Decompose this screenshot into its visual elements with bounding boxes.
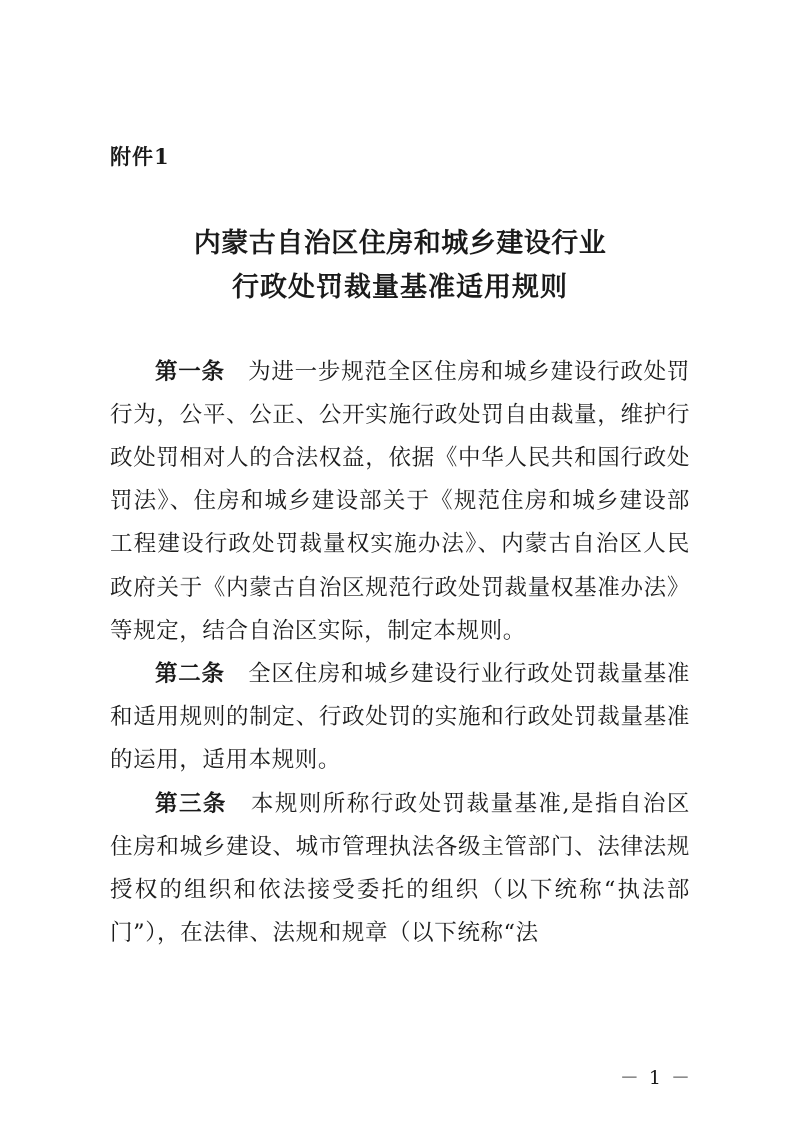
article-text-1: 为进一步规范全区住房和城乡建设行政处罚行为，公平、公正、公开实施行政处罚自由裁量，维护行政处罚相对人的合法权益，依据《中华人民共和国行政处罚法》、住房和城乡建设部关于《规范住房和城乡建设部工程建设行政处罚裁量权实施办法》、内蒙古自治区人民政府关于《内蒙古自治区规范行政处罚裁量权基准办法》等规定，结合自治区实际，制定本规则。 [110, 358, 690, 644]
page-title-line-2: 行政处罚裁量基准适用规则 [232, 272, 568, 304]
article-heading-2: 第二条 [155, 661, 225, 687]
article-paragraph-2 [110, 653, 690, 783]
page-title-line-1: 内蒙古自治区住房和城乡建设行业 [193, 227, 607, 259]
page-number: － 1 － [619, 1067, 692, 1089]
article-paragraph-3 [110, 783, 690, 956]
article-text-3: 本规则所称行政处罚裁量基准,是指自治区住房和城乡建设、城市管理执法各级主管部门、法律法规授权的组织和依法接受委托的组织（以下统称“执法部门”），在法律、法规和规章（以下统称“法 [110, 790, 690, 947]
article-heading-1: 第一条 [155, 358, 225, 385]
page-title [140, 222, 660, 311]
document-body [110, 140, 690, 955]
attachment-label: 附件1 [110, 144, 170, 169]
article-heading-3: 第三条 [155, 790, 227, 817]
article-paragraph-1 [110, 351, 690, 653]
article-text-2: 全区住房和城乡建设行业行政处罚裁量基准和适用规则的制定、行政处罚的实施和行政处罚裁量基准的运用，适用本规则。 [110, 661, 690, 774]
